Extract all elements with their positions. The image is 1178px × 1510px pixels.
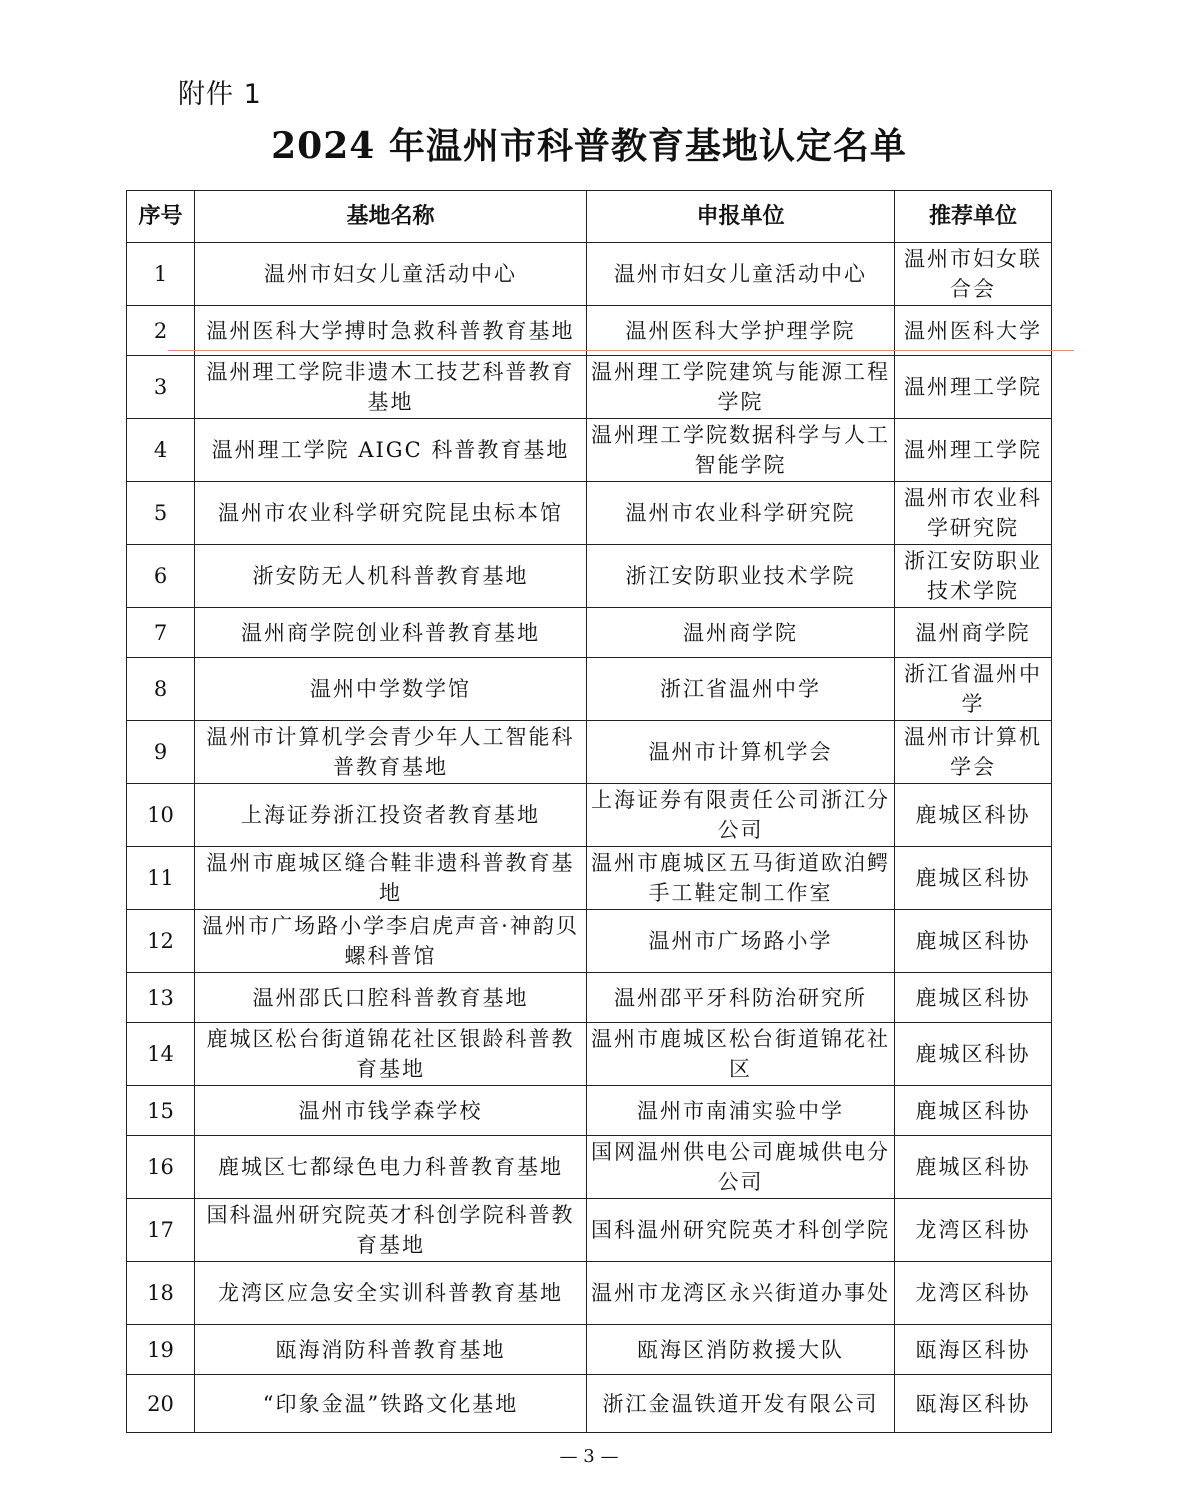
row-no: 3: [127, 356, 195, 419]
row-base-name: 温州医科大学搏时急救科普教育基地: [195, 306, 587, 356]
row-no: 18: [127, 1262, 195, 1325]
row-applicant: 浙江安防职业技术学院: [587, 545, 895, 608]
row-applicant: 瓯海区消防救援大队: [587, 1325, 895, 1375]
row-base-name: 温州理工学院 AIGC 科普教育基地: [195, 419, 587, 482]
row-no: 1: [127, 243, 195, 306]
row-applicant: 温州市计算机学会: [587, 721, 895, 784]
table-header-row: [127, 191, 1052, 243]
row-base-name: 温州市鹿城区缝合鞋非遗科普教育基地: [195, 847, 587, 910]
row-applicant: 温州市龙湾区永兴街道办事处: [587, 1262, 895, 1325]
row-no: 13: [127, 973, 195, 1023]
row-no: 8: [127, 658, 195, 721]
row-applicant: 国网温州供电公司鹿城供电分公司: [587, 1136, 895, 1199]
row-base-name: 温州中学数学馆: [195, 658, 587, 721]
row-applicant: 温州市鹿城区五马街道欧泊鳄手工鞋定制工作室: [587, 847, 895, 910]
table-row: [127, 1086, 1052, 1136]
attachment-label: 附件 1: [178, 79, 262, 110]
row-recommender: 温州市农业科学研究院: [895, 482, 1052, 545]
row-recommender: 龙湾区科协: [895, 1199, 1052, 1262]
row-no: 17: [127, 1199, 195, 1262]
table-row: [127, 1199, 1052, 1262]
table-row: [127, 847, 1052, 910]
row-applicant: 国科温州研究院英才科创学院: [587, 1199, 895, 1262]
row-no: 14: [127, 1023, 195, 1086]
row-base-name: 鹿城区七都绿色电力科普教育基地: [195, 1136, 587, 1199]
table-row: [127, 482, 1052, 545]
row-base-name: 龙湾区应急安全实训科普教育基地: [195, 1262, 587, 1325]
row-base-name: 鹿城区松台街道锦花社区银龄科普教育基地: [195, 1023, 587, 1086]
table-row: [127, 784, 1052, 847]
row-recommender: 鹿城区科协: [895, 973, 1052, 1023]
row-recommender: 鹿城区科协: [895, 910, 1052, 973]
table-row: [127, 658, 1052, 721]
row-base-name: 温州商学院创业科普教育基地: [195, 608, 587, 658]
table-row: [127, 608, 1052, 658]
row-applicant: 浙江省温州中学: [587, 658, 895, 721]
table-row: [127, 243, 1052, 306]
row-recommender: 温州理工学院: [895, 356, 1052, 419]
row-recommender: 浙江省温州中学: [895, 658, 1052, 721]
table-row: [127, 910, 1052, 973]
row-applicant: 温州邵平牙科防治研究所: [587, 973, 895, 1023]
row-no: 11: [127, 847, 195, 910]
row-no: 19: [127, 1325, 195, 1375]
row-recommender: 瓯海区科协: [895, 1325, 1052, 1375]
row-base-name: 温州市农业科学研究院昆虫标本馆: [195, 482, 587, 545]
row-no: 20: [127, 1375, 195, 1433]
table-row: [127, 721, 1052, 784]
row-base-name: “印象金温”铁路文化基地: [195, 1375, 587, 1433]
row-recommender: 鹿城区科协: [895, 1086, 1052, 1136]
recognition-table: [126, 190, 1052, 1433]
table-row: [127, 545, 1052, 608]
row-base-name: 温州市钱学森学校: [195, 1086, 587, 1136]
row-no: 10: [127, 784, 195, 847]
table-row: [127, 1136, 1052, 1199]
header-no: 序号: [127, 191, 195, 243]
row-applicant: 上海证券有限责任公司浙江分公司: [587, 784, 895, 847]
row-applicant: 温州医科大学护理学院: [587, 306, 895, 356]
table-row: [127, 1375, 1052, 1433]
row-no: 12: [127, 910, 195, 973]
row-applicant: 温州市妇女儿童活动中心: [587, 243, 895, 306]
table-row: [127, 973, 1052, 1023]
row-base-name: 温州市妇女儿童活动中心: [195, 243, 587, 306]
row-recommender: 温州商学院: [895, 608, 1052, 658]
header-name: 基地名称: [195, 191, 587, 243]
row-base-name: 上海证券浙江投资者教育基地: [195, 784, 587, 847]
row-applicant: 温州市南浦实验中学: [587, 1086, 895, 1136]
row-recommender: 鹿城区科协: [895, 1023, 1052, 1086]
row-recommender: 温州市妇女联合会: [895, 243, 1052, 306]
row-base-name: 温州邵氏口腔科普教育基地: [195, 973, 587, 1023]
row-recommender: 龙湾区科协: [895, 1262, 1052, 1325]
row-no: 2: [127, 306, 195, 356]
row-applicant: 温州市鹿城区松台街道锦花社区: [587, 1023, 895, 1086]
row-base-name: 瓯海消防科普教育基地: [195, 1325, 587, 1375]
row-no: 16: [127, 1136, 195, 1199]
row-recommender: 浙江安防职业技术学院: [895, 545, 1052, 608]
row-no: 9: [127, 721, 195, 784]
row-applicant: 温州市广场路小学: [587, 910, 895, 973]
table-row: [127, 1262, 1052, 1325]
row-base-name: 温州理工学院非遗木工技艺科普教育基地: [195, 356, 587, 419]
header-applicant: 申报单位: [587, 191, 895, 243]
row-no: 5: [127, 482, 195, 545]
row-base-name: 温州市计算机学会青少年人工智能科普教育基地: [195, 721, 587, 784]
red-rule-line: [168, 350, 1074, 351]
row-recommender: 鹿城区科协: [895, 784, 1052, 847]
row-no: 4: [127, 419, 195, 482]
table-row: [127, 306, 1052, 356]
page-number: — 3 —: [559, 1446, 619, 1467]
table-row: [127, 356, 1052, 419]
row-applicant: 温州市农业科学研究院: [587, 482, 895, 545]
row-recommender: 瓯海区科协: [895, 1375, 1052, 1433]
row-base-name: 国科温州研究院英才科创学院科普教育基地: [195, 1199, 587, 1262]
table-row: [127, 1023, 1052, 1086]
row-recommender: 鹿城区科协: [895, 1136, 1052, 1199]
row-applicant: 浙江金温铁道开发有限公司: [587, 1375, 895, 1433]
row-recommender: 温州医科大学: [895, 306, 1052, 356]
row-applicant: 温州商学院: [587, 608, 895, 658]
row-base-name: 浙安防无人机科普教育基地: [195, 545, 587, 608]
table-row: [127, 419, 1052, 482]
row-no: 15: [127, 1086, 195, 1136]
row-recommender: 鹿城区科协: [895, 847, 1052, 910]
row-recommender: 温州理工学院: [895, 419, 1052, 482]
row-no: 7: [127, 608, 195, 658]
row-applicant: 温州理工学院数据科学与人工智能学院: [587, 419, 895, 482]
row-base-name: 温州市广场路小学李启虎声音·神韵贝螺科普馆: [195, 910, 587, 973]
row-no: 6: [127, 545, 195, 608]
page-title: 2024 年温州市科普教育基地认定名单: [271, 125, 907, 167]
row-applicant: 温州理工学院建筑与能源工程学院: [587, 356, 895, 419]
header-recommender: 推荐单位: [895, 191, 1052, 243]
row-recommender: 温州市计算机学会: [895, 721, 1052, 784]
table-row: [127, 1325, 1052, 1375]
